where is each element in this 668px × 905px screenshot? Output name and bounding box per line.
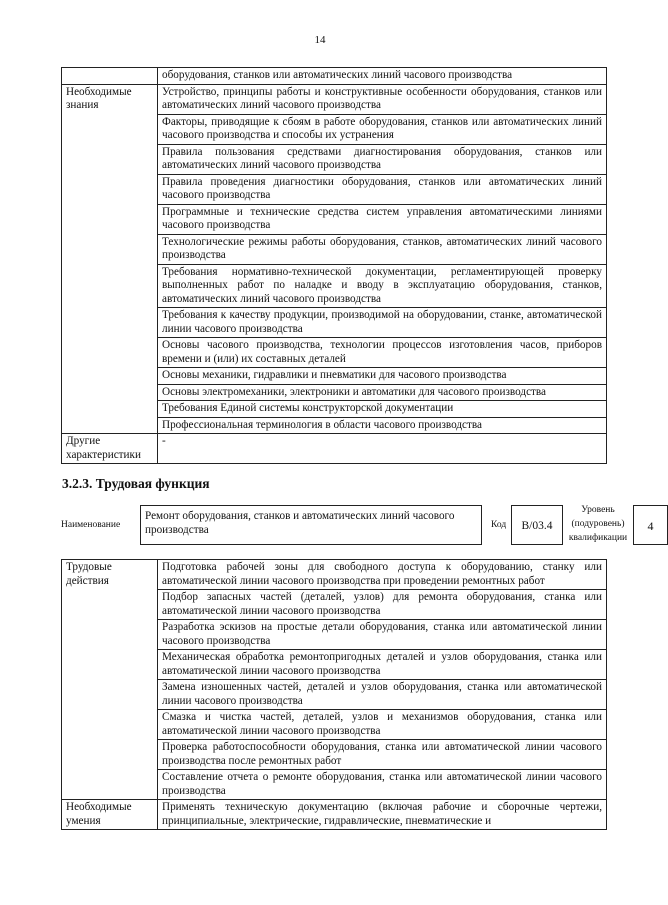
knowledge-table (61, 67, 607, 464)
knowledge-item: Устройство, принципы работы и конструктивные особенности оборудования, станков или автоматических линий часового производства (158, 84, 607, 114)
action-item: Подбор запасных частей (деталей, узлов) для ремонта оборудования, станка или автоматической линии часового производства (158, 590, 607, 620)
action-item: Проверка работоспособности оборудования, станка или автоматической линии часового производства после ремонтных работ (158, 740, 607, 770)
table-row (62, 800, 607, 830)
actions-label: Трудовые действия (62, 560, 158, 800)
action-item: Механическая обработка ремонтопригодных деталей и узлов оборудования, станка или автоматической линии часового производства (158, 650, 607, 680)
function-code-value: B/03.4 (511, 505, 563, 545)
action-item: Составление отчета о ремонте оборудования, станка или автоматической линии часового производства (158, 770, 607, 800)
knowledge-item: Факторы, приводящие к сбоям в работе оборудования, станков или автоматических линий часового производства и способы их устранения (158, 114, 607, 144)
knowledge-item: Технологические режимы работы оборудования, станков, автоматических линий часового производства (158, 234, 607, 264)
function-name-label: Наименование (61, 520, 121, 530)
knowledge-item: Основы электромеханики, электроники и автоматики для часового производства (158, 384, 607, 401)
table-row (62, 68, 607, 85)
skills-label: Необходимые умения (62, 800, 158, 830)
action-item: Подготовка рабочей зоны для свободного доступа к оборудованию, станку или автоматической линии часового производства при проведении ремонтных работ (158, 560, 607, 590)
knowledge-item: Требования нормативно-технической документации, регламентирующей проверку выполненных работ по наладке и вводу в эксплуатацию оборудования, станков, автоматических линий часового производства (158, 264, 607, 308)
knowledge-item: Основы часового производства, технологии процессов изготовления часов, приборов времени и (или) их составных деталей (158, 338, 607, 368)
function-name-value: Ремонт оборудования, станков и автоматических линий часового производства (140, 505, 482, 545)
table-row (62, 560, 607, 590)
knowledge-item: Правила проведения диагностики оборудования, станков или автоматических линий часового производства (158, 174, 607, 204)
function-header (61, 503, 654, 547)
knowledge-item: Требования Единой системы конструкторской документации (158, 401, 607, 418)
knowledge-item: Профессиональная терминология в области часового производства (158, 417, 607, 434)
section-heading: 3.2.3. Трудовая функция (62, 476, 210, 491)
continuation-cell: оборудования, станков или автоматических линий часового производства (158, 68, 607, 85)
function-level-label: Уровень (подуровень) квалификации (568, 505, 628, 543)
action-item: Смазка и чистка частей, деталей, узлов и механизмов оборудования, станка или автоматической линии часового производства (158, 710, 607, 740)
actions-table (61, 559, 607, 830)
action-item: Замена изношенных частей, деталей и узлов оборудования, станка или автоматической линии часового производства (158, 680, 607, 710)
page-number: 14 (314, 34, 326, 46)
empty-cell (62, 68, 158, 85)
table-row (62, 434, 607, 464)
skill-item: Применять техническую документацию (включая рабочие и сборочные чертежи, принципиальные, электрические, гидравлические, пневматические и (158, 800, 607, 830)
knowledge-item: Правила пользования средствами диагностирования оборудования, станков или автоматических линий часового производства (158, 144, 607, 174)
knowledge-item: Требования к качеству продукции, производимой на оборудовании, станке, автоматической линии часового производства (158, 308, 607, 338)
table-row (62, 84, 607, 114)
action-item: Разработка эскизов на простые детали оборудования, станка или автоматической линии часового производства (158, 620, 607, 650)
function-level-value: 4 (633, 505, 668, 545)
knowledge-item: Программные и технические средства систем управления автоматическими линиями часового производства (158, 204, 607, 234)
other-label: Другие характеристики (62, 434, 158, 464)
knowledge-item: Основы механики, гидравлики и пневматики для часового производства (158, 368, 607, 385)
other-value: - (158, 434, 607, 464)
function-code-label: Код (491, 520, 507, 530)
knowledge-label: Необходимые знания (62, 84, 158, 434)
